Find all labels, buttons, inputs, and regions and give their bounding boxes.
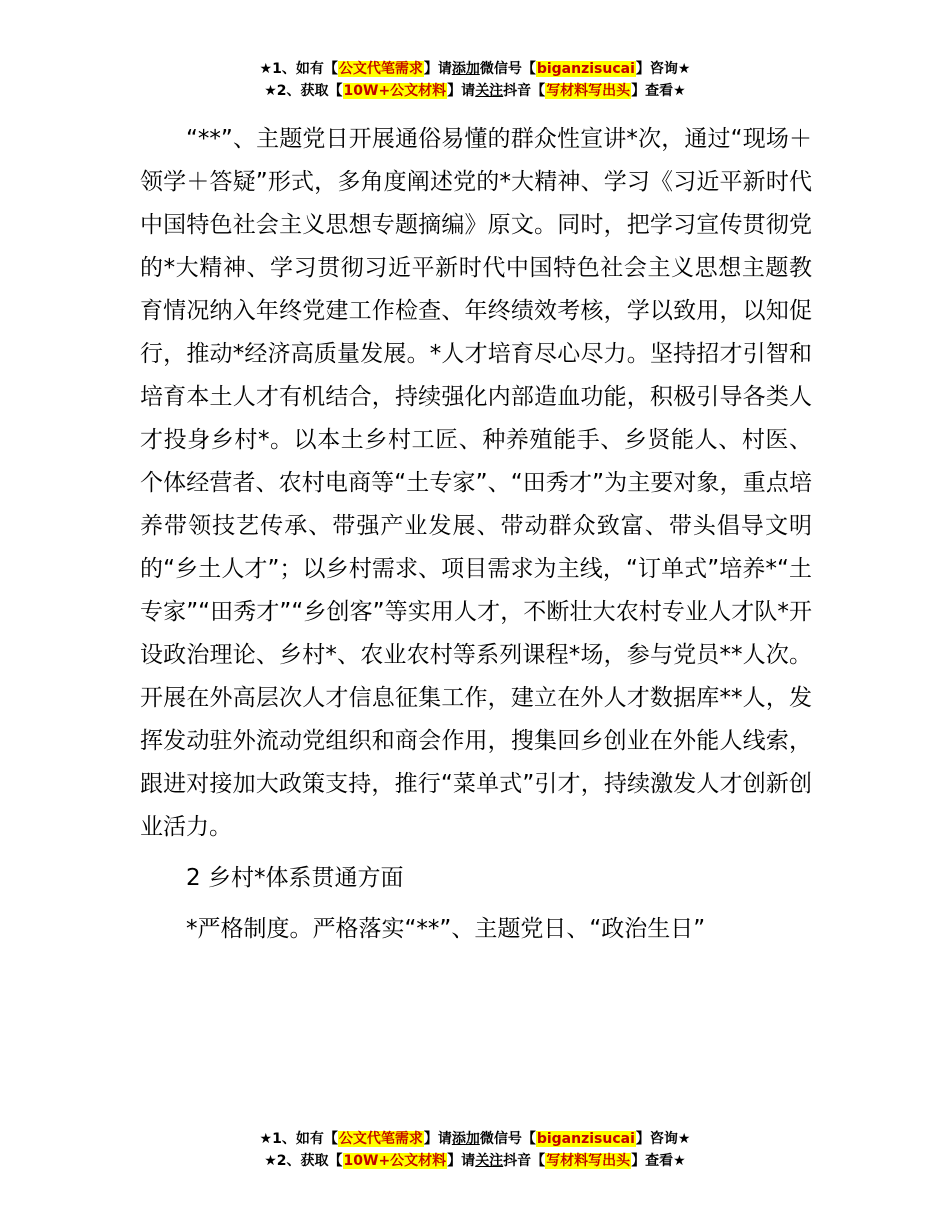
notice-text: 微信号【 xyxy=(479,1131,536,1147)
notice-line-1 xyxy=(0,1128,950,1150)
underlined-follow: 关注 xyxy=(475,83,504,99)
highlight-douyin: 写材料写出头 xyxy=(546,1153,631,1169)
notice-line-2 xyxy=(0,1150,950,1172)
document-body xyxy=(140,118,812,951)
underlined-add: 添加 xyxy=(451,1131,480,1147)
notice-text: 】查看★ xyxy=(631,1153,686,1169)
notice-text: 】咨询★ xyxy=(635,1131,691,1147)
underlined-follow: 关注 xyxy=(475,1153,504,1169)
notice-text: 微信号【 xyxy=(479,61,536,77)
notice-text: 抖音【 xyxy=(503,1153,546,1169)
highlight-douyin: 写材料写出头 xyxy=(546,83,631,99)
notice-text: 抖音【 xyxy=(503,83,546,99)
highlight-materials: 10W+公文材料 xyxy=(343,1153,447,1169)
highlight-service: 公文代笔需求 xyxy=(338,1131,423,1147)
notice-line-2 xyxy=(0,80,950,102)
footer-notice xyxy=(0,1128,950,1172)
body-paragraph: “**”、主题党日开展通俗易懂的群众性宣讲*次，通过“现场＋领学＋答疑”形式，多角度阐述党的*大精神、学习《习近平新时代中国特色社会主义思想专题摘编》原文。同时，把学习宣传贯彻党的*大精神、学习贯彻习近平新时代中国特色社会主义思想主题教育情况纳入年终党建工作检查、年终绩效考核，学以致用，以知促行，推动*经济高质量发展。*人才培育尽心尽力。坚持招才引智和培育本土人才有机结合，持续强化内部造血功能，积极引导各类人才投身乡村*。以本土乡村工匠、种养殖能手、乡贤能人、村医、个体经营者、农村电商等“土专家”、“田秀才”为主要对象，重点培养带领技艺传承、带强产业发展、带动群众致富、带头倡导文明的“乡土人才”；以乡村需求、项目需求为主线，“订单式”培养*“土专家”“田秀才”“乡创客”等实用人才，不断壮大农村专业人才队*开设政治理论、乡村*、农业农村等系列课程*场，参与党员**人次。开展在外高层次人才信息征集工作，建立在外人才数据库**人，发挥发动驻外流动党组织和商会作用，搜集回乡创业在外能人线索，跟进对接加大政策支持，推行“菜单式”引才，持续激发人才创新创业活力。 xyxy=(140,126,812,840)
notice-text: ★1、如有【 xyxy=(259,61,338,77)
notice-text: 】请 xyxy=(423,61,452,77)
body-paragraph: *严格制度。严格落实“**”、主题党日、“政治生日” xyxy=(186,916,706,942)
notice-text: ★2、获取【 xyxy=(264,1153,343,1169)
highlight-materials: 10W+公文材料 xyxy=(343,83,447,99)
notice-text: ★2、获取【 xyxy=(264,83,343,99)
underlined-add: 添加 xyxy=(451,61,480,77)
notice-text: 】咨询★ xyxy=(635,61,691,77)
header-notice xyxy=(0,58,950,102)
highlight-wechat-id: biganzisucai xyxy=(536,1131,635,1147)
notice-text: ★1、如有【 xyxy=(259,1131,338,1147)
notice-text: 】请 xyxy=(447,1153,476,1169)
notice-text: 】请 xyxy=(447,83,476,99)
section-heading: 2 乡村*体系贯通方面 xyxy=(186,865,404,891)
notice-line-1 xyxy=(0,58,950,80)
notice-text: 】请 xyxy=(423,1131,452,1147)
highlight-wechat-id: biganzisucai xyxy=(536,61,635,77)
notice-text: 】查看★ xyxy=(631,83,686,99)
highlight-service: 公文代笔需求 xyxy=(338,61,423,77)
